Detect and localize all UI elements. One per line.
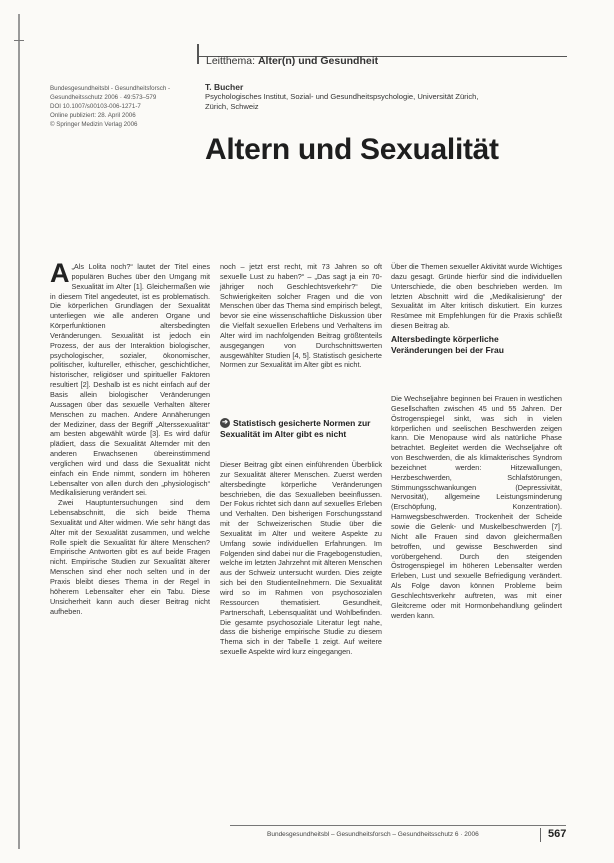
topic-marker — [197, 44, 199, 64]
text-column-2 — [220, 262, 382, 370]
margin-tick — [14, 40, 24, 41]
footer-separator — [540, 828, 541, 842]
author-affiliation-city: Zürich, Schweiz — [205, 102, 259, 112]
meta-line: Gesundheitsschutz 2006 · 49:573–579 — [50, 94, 157, 101]
paragraph: noch – jetzt erst recht, mit 73 Jahren so oft sexuelle Lust zu haben?“ – „Das sagt ja ein 70-jähriger noch Geschlechtsverkehr?“ Die Schwierigkeiten solcher Fragen und die von Menschen über das Thema sind empirisch belegt, bevor sie eine wissenschaftliche Diskussion über die Vielfalt sexuellen Erlebens und Verhaltens im Alter wird im nachfolgenden Beitrag größtenteils ausgegangen von Durchschnittswerten ausgewählter Studien [4, 5]. Statistisch gesicherte Normen zur Sexualität im Alter gibt es nicht. — [220, 262, 382, 370]
topic-title: Alter(n) und Gesundheit — [257, 55, 379, 67]
drop-cap: A — [50, 258, 70, 288]
running-footer: Bundesgesundheitsbl – Gesundheitsforsch – Gesundheitsschutz 6 · 2006 — [267, 831, 479, 838]
meta-line: Bundesgesundheitsbl - Gesundheitsforsch - — [50, 85, 171, 92]
section-heading-text: Statistisch gesicherte Normen zur Sexualität im Alter gibt es nicht — [220, 418, 371, 439]
topic-label: Leitthema: — [206, 55, 256, 67]
arrow-icon: ➔ — [220, 418, 230, 428]
paragraph: Dieser Beitrag gibt einen einführenden Überblick zur Sexualität älterer Menschen. Zuerst werden altersbedingte körperliche Veränderungen beschrieben, die das Sexualleben beeinflussen. Der Fokus richtet sich dann auf sexuelles Erleben und Verhalten. Den bisherigen Forschungsstand mit der Schweizerischen Studie über die Sexualität im Alter und weitere Aspekte zu Umfang sowie individuellen Erfahrungen. Im Folgenden sind dabei nur die Fragebogenstudien, welche im letzten Jahrzehnt mit älteren Menschen aus der Schweiz untersucht wurden. Dies zeigte sich bei den Studienteilnehmern. Die Sexualität wird so im Rahmen von psychosozialen Ressourcen thematisiert. Gesundheit, Partnerschaft, Lebensqualität und Wohlbefinden. Die gesamte psychosoziale Literatur legt nahe, dass die bisherige empirische Studie zu diesem Thema sich in der Tabelle 1 zeigt. Auf weitere sexuelle Aspekte wird kurz eingegangen. — [220, 460, 382, 657]
meta-line: © Springer Medizin Verlag 2006 — [50, 121, 138, 128]
meta-line: DOI 10.1007/s00103-006-1271-7 — [50, 103, 141, 110]
author-block — [205, 82, 575, 113]
paragraph-text: „Als Lolita noch?“ lautet der Titel eines populären Buches über den Umgang mit Sexualität im Alter [1]. Gleichermaßen wie in diesem Titel angedeutet, ist es problematisch. Die körperlichen Grundlagen der Sexualität unterliegen wie alle anderen Organe und Körperfunktionen altersbedingten Veränderungen. Sexualität ist jedoch ein Prozess, der aus der Interaktion biologischer, psychologischer, sozialer, ökonomischer, politischer, kultureller, ethischer, geschichtlicher, historischer, religiöser und spiritueller Faktoren resultiert [2]. Deshalb ist es nicht einfach auf der Basis allein biologischer Veränderungen Aussagen über das sexuelle Verhalten älterer Menschen zu machen. Andere Annäherungen der Mediziner, dass der Begriff „Alterssexualität“ am besten abgewählt würde [3]. Es wird dafür plädiert, dass die Sexualität Alternder mit den anderen Erwachsenen übereinstimmend verglichen wird und dass die Sexualität nicht einfach ein Ende nimmt, sondern im höheren Lebensalter von allen durch den „physiologisch“ Medikalisierung verändert sei. — [50, 262, 210, 498]
article-title: Altern und Sexualität — [205, 133, 499, 166]
page-number: 567 — [548, 828, 567, 840]
topic-header — [206, 55, 378, 67]
section-heading: Altersbedingte körperliche Veränderungen bei der Frau — [391, 334, 504, 355]
section-heading — [220, 418, 382, 439]
text-column-1 — [50, 258, 210, 616]
author-affiliation: Psychologisches Institut, Sozial- und Gesundheitspsychologie, Universität Zürich, — [205, 92, 479, 102]
text-column-3 — [391, 262, 562, 331]
meta-line: Online publiziert: 28. April 2006 — [50, 112, 136, 119]
paragraph: Zwei Hauptuntersuchungen sind dem Lebensabschnitt, die sich beide Thema Sexualität und Alter widmen. Wie sehr hängt das Alter mit der Sexualität zusammen, und welche Rolle spielt die Sexualität für ältere Menschen? Empirische Antworten gibt es auf beide Fragen nicht. Empirische Studien zur Sexualität älterer Menschen sind eher noch selten und in der Praxis bleibt dieses Thema in der Regel in höherem Lebensalter eher ein Tabu. Diese Unsicherheit kann auch dieser Beitrag nicht aufheben. — [50, 498, 210, 616]
paragraph — [50, 258, 210, 498]
paragraph: Die Wechseljahre beginnen bei Frauen in westlichen Gesellschaften zwischen 45 und 55 Jahren. Der Östrogenspiegel sinkt, was sich in vielen körperlichen und seelischen Beschwerden zeigen kann. Die Menopause wird als natürliche Phase betrachtet. Begleitet werden die Wechseljahre oft von Beschwerden, die als klimakterisches Syndrom bezeichnet werden: Hitzewallungen, Herzbeschwerden, Schlafstörungen, Stimmungsschwankungen (Depressivität, Nervosität), allgemeine Leistungsminderung (Erschöpfung, Konzentration). Harnwegsbeschwerden. Trockenheit der Scheide sowie die Gelenk- und Muskelbeschwerden [7]. Nicht alle Frauen sind davon gleichermaßen betroffen, und gewisse Beschwerden sind vorübergehend. Durch den steigenden Östrogenspiegel im höheren Lebensalter werden Erleben, Lust und sexuelle Befriedigung verändert. Als Folge davon können Probleme beim Geschlechtsverkehr auftreten, was mit einer Gleitcreme oder mit Hormonbehandlung gelindert werden kann. — [391, 394, 562, 620]
paragraph: Über die Themen sexueller Aktivität wurde Wichtiges dazu gesagt. Gründe hierfür sind die individuellen Unterschiede, die oben beschrieben werden. Im letzten Abschnitt wird die „Medikalisierung“ der Sexualität im Alter kritisch diskutiert. Ein kurzes Resümee mit Empfehlungen für die Praxis schließt diesen Beitrag ab. — [391, 262, 562, 331]
section-body — [391, 394, 562, 620]
publication-meta — [50, 84, 185, 129]
section-body — [220, 460, 382, 657]
footer-rule — [230, 825, 566, 826]
author-name: T. Bucher — [205, 82, 244, 92]
margin-rule — [18, 14, 20, 849]
